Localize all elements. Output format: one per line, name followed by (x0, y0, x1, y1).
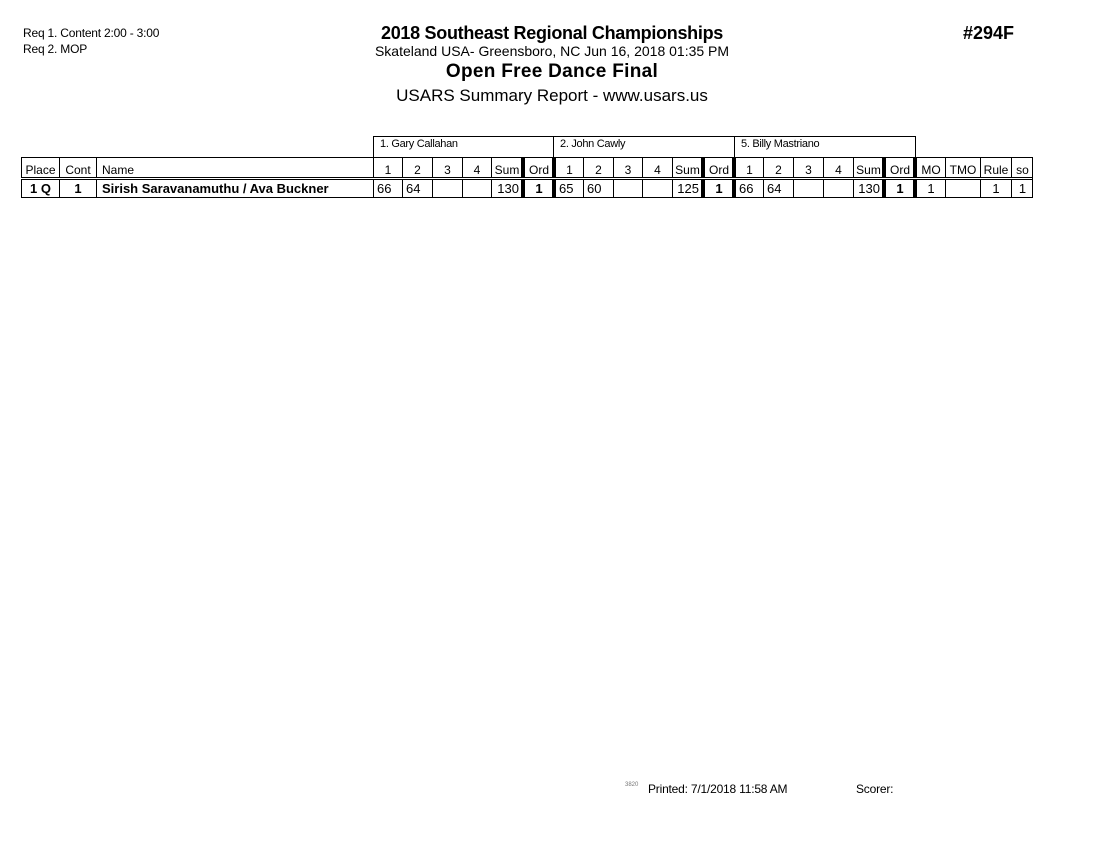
row-1-j2-score-2: 60 (583, 180, 613, 198)
col-header-j1-2: 2 (402, 157, 432, 178)
row-1-j1-score-3 (432, 180, 462, 198)
requirement-2: Req 2. MOP (23, 42, 88, 56)
col-header-j1-3: 3 (432, 157, 462, 178)
header-divider (21, 177, 1033, 178)
row-1-name: Sirish Saravanamuthu / Ava Buckner (96, 180, 373, 198)
row-1-j5-score-3 (793, 180, 823, 198)
row-1-j2-score-3 (613, 180, 642, 198)
col-header-tmo: TMO (945, 157, 980, 178)
report-code: 3820 (625, 782, 639, 788)
event-name: Open Free Dance Final (445, 61, 659, 82)
col-header-j5-2: 2 (763, 157, 793, 178)
row-1-j5-score-4 (823, 180, 853, 198)
col-header-j5-sum: Sum (853, 157, 883, 178)
col-header-j1-sum: Sum (491, 157, 522, 178)
col-header-j5-ord: Ord (882, 157, 914, 178)
col-header-j2-ord: Ord (701, 157, 733, 178)
scorer-label: Scorer: (856, 782, 894, 796)
row-1-j1-score-2: 64 (402, 180, 432, 198)
col-header-j2-2: 2 (583, 157, 613, 178)
venue-line: Skateland USA- Greensboro, NC Jun 16, 2018 01:35 PM (374, 43, 730, 59)
col-header-place: Place (21, 157, 59, 178)
event-number: #294F (963, 23, 1015, 43)
col-header-j1-ord: Ord (521, 157, 553, 178)
row-1-j2-score-4 (642, 180, 672, 198)
requirement-1: Req 1. Content 2:00 - 3:00 (23, 26, 160, 40)
row-1-j5-score-2: 64 (763, 180, 793, 198)
row-1-place: 1 Q (21, 180, 59, 198)
row-1-so: 1 (1011, 180, 1033, 198)
col-header-j1-1: 1 (373, 157, 402, 178)
col-header-mo: MO (913, 157, 945, 178)
row-1-j1-sum: 130 (491, 180, 522, 198)
col-header-name: Name (96, 157, 373, 178)
row-1-rule: 1 (980, 180, 1011, 198)
row-1-j5-score-1: 66 (732, 180, 763, 198)
col-header-j2-1: 1 (552, 157, 583, 178)
judge-header-1: 1. Gary Callahan (373, 136, 554, 157)
col-header-j5-1: 1 (732, 157, 763, 178)
row-1-cont: 1 (59, 180, 96, 198)
row-1-j1-score-1: 66 (373, 180, 402, 198)
row-1-j2-ord: 1 (701, 180, 733, 198)
row-1-j1-ord: 1 (521, 180, 553, 198)
col-header-rule: Rule (980, 157, 1011, 178)
row-1-tmo (945, 180, 980, 198)
col-header-j5-3: 3 (793, 157, 823, 178)
judge-header-5: 5. Billy Mastriano (734, 136, 916, 157)
results-table (0, 0, 1100, 220)
event-title: 2018 Southeast Regional Championships (381, 23, 723, 43)
col-header-j2-3: 3 (613, 157, 642, 178)
report-title: USARS Summary Report - www.usars.us (396, 86, 708, 105)
col-header-so: so (1011, 157, 1033, 178)
table-right-border (1032, 157, 1033, 198)
col-header-cont: Cont (59, 157, 96, 178)
row-1-j2-score-1: 65 (552, 180, 583, 198)
row-1-j1-score-4 (462, 180, 491, 198)
col-header-j1-4: 4 (462, 157, 491, 178)
row-1-j2-sum: 125 (672, 180, 702, 198)
row-1-j5-ord: 1 (882, 180, 914, 198)
row-1-mo: 1 (913, 180, 945, 198)
col-header-j2-sum: Sum (672, 157, 702, 178)
col-header-j5-4: 4 (823, 157, 853, 178)
row-1-j5-sum: 130 (853, 180, 883, 198)
col-header-j2-4: 4 (642, 157, 672, 178)
printed-timestamp: Printed: 7/1/2018 11:58 AM (648, 782, 788, 796)
judge-header-2: 2. John Cawly (553, 136, 735, 157)
